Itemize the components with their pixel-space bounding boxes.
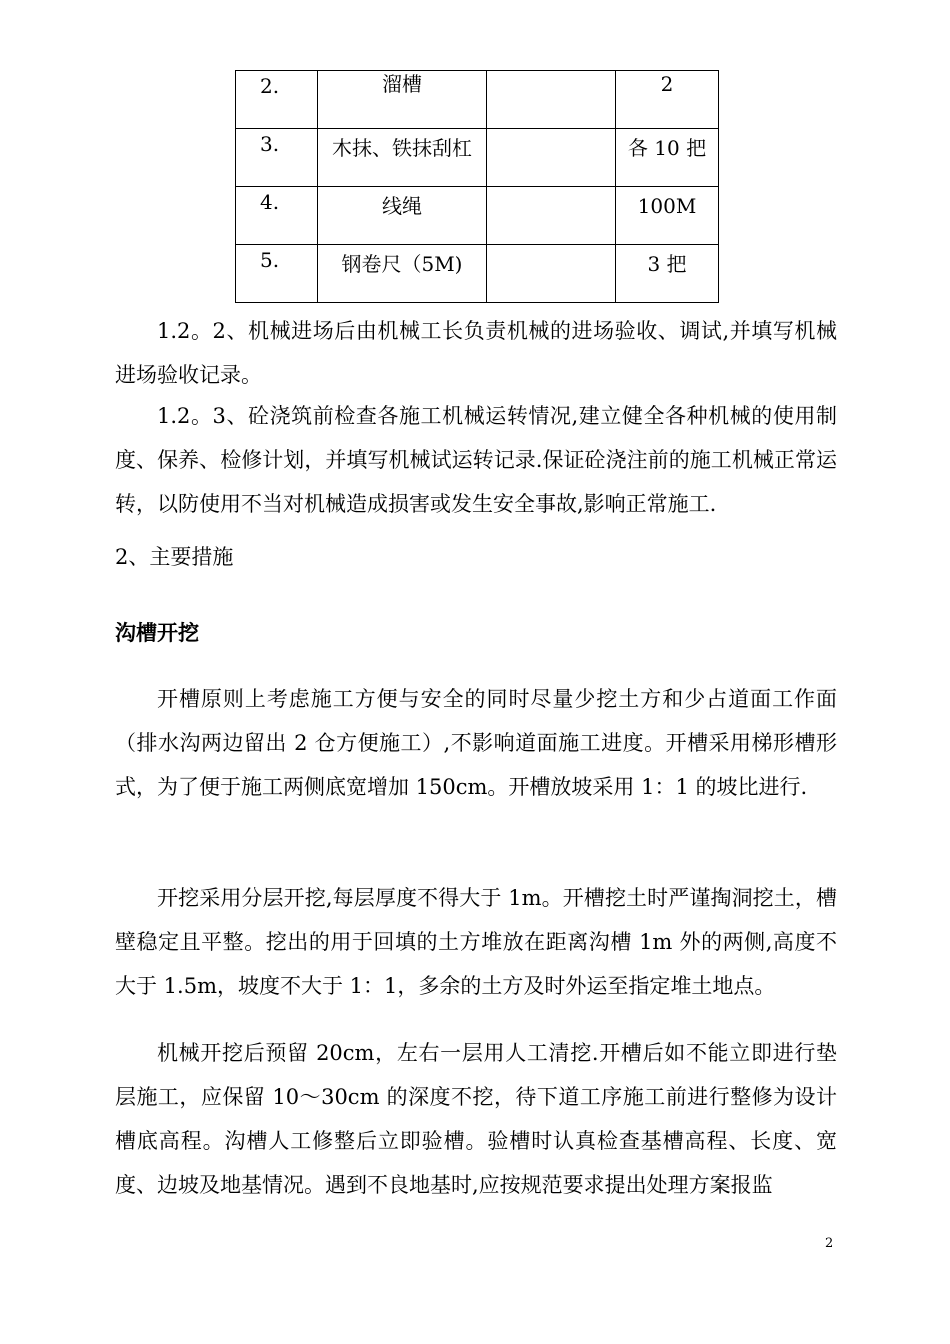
- table-row: [236, 187, 719, 245]
- paragraph-trench-principle: 开槽原则上考虑施工方便与安全的同时尽量少挖土方和少占道面工作面（排水沟两边留出 2 仓方便施工）,不影响道面施工进度。开槽采用梯形槽形式，为了便于施工两侧底宽增加 150cm。开槽放坡采用 1：1 的坡比进行.: [115, 687, 837, 799]
- row-number: 3.: [236, 129, 318, 187]
- tool-name: 木抹、铁抹刮杠: [318, 129, 487, 187]
- table-row: [236, 71, 719, 129]
- tool-spec: [487, 71, 616, 129]
- paragraph-manual-trimming: 机械开挖后预留 20cm，左右一层用人工清挖.开槽后如不能立即进行垫层施工，应保留 10～30cm 的深度不挖，待下道工序施工前进行整修为设计槽底高程。沟槽人工修整后立即验槽。验槽时认真检查基槽高程、长度、宽度、边坡及地基情况。遇到不良地基时,应按规范要求提出处理方案报监: [115, 1041, 837, 1197]
- tool-quantity: 2: [616, 71, 719, 129]
- row-number: 5.: [236, 245, 318, 303]
- paragraph-layered-excavation: 开挖采用分层开挖,每层厚度不得大于 1m。开槽挖土时严谨掏洞挖土，槽壁稳定且平整。挖出的用于回填的土方堆放在距离沟槽 1m 外的两侧,高度不大于 1.5m，坡度不大于 1：1，多余的土方及时外运至指定堆土地点。: [115, 886, 837, 998]
- table-row: [236, 129, 719, 187]
- tool-spec: [487, 245, 616, 303]
- tool-name: 线绳: [318, 187, 487, 245]
- page-number: 2: [825, 1236, 834, 1251]
- tool-spec: [487, 129, 616, 187]
- paragraph-machine-entry: 1.2。2、机械进场后由机械工长负责机械的进场验收、调试,并填写机械进场验收记录。: [115, 319, 837, 387]
- section-heading-trench-excavation: 沟槽开挖: [115, 621, 199, 645]
- tool-name: 钢卷尺（5M): [318, 245, 487, 303]
- section-title-main-measures: 2、主要措施: [115, 545, 234, 569]
- tool-quantity: 3 把: [616, 245, 719, 303]
- table-row: [236, 245, 719, 303]
- row-number: 2.: [236, 71, 318, 129]
- tool-quantity: 各 10 把: [616, 129, 719, 187]
- tool-quantity: 100M: [616, 187, 719, 245]
- row-number: 4.: [236, 187, 318, 245]
- paragraph-machine-check: 1.2。3、砼浇筑前检查各施工机械运转情况,建立健全各种机械的使用制度、保养、检修计划，并填写机械试运转记录.保证砼浇注前的施工机械正常运转，以防使用不当对机械造成损害或发生安全事故,影响正常施工.: [115, 404, 837, 516]
- tool-spec: [487, 187, 616, 245]
- tools-table: [235, 70, 719, 303]
- tool-name: 溜槽: [318, 71, 487, 129]
